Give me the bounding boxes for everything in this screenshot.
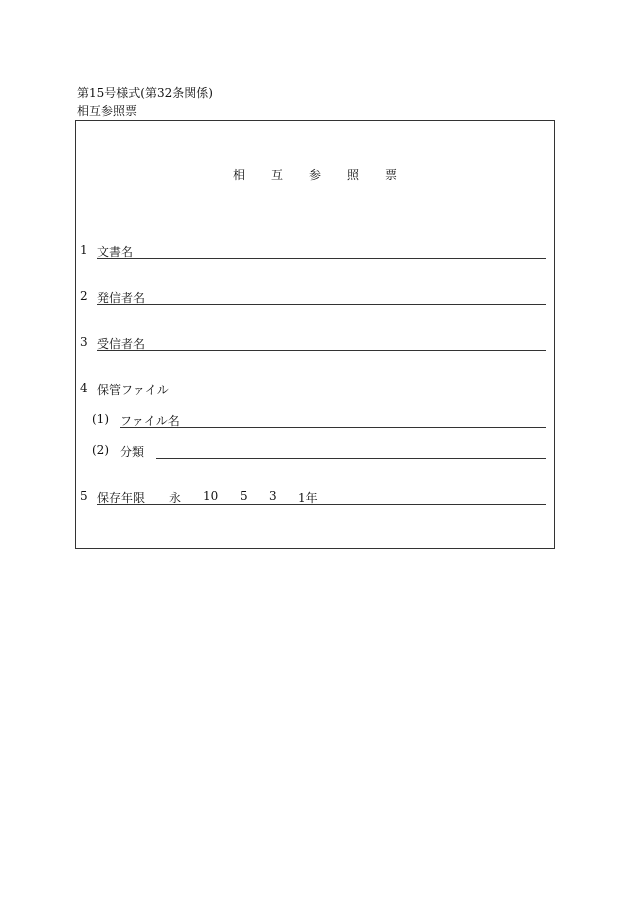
recipient-name-input-line[interactable] (97, 350, 546, 351)
field-label: 発信者名 (97, 291, 146, 305)
field-storage-file (76, 381, 554, 397)
field-number: 2 (80, 289, 88, 303)
retention-option-10[interactable]: 10 (203, 489, 219, 503)
field-number: 1 (80, 243, 88, 257)
sub-field-number: (2) (92, 443, 109, 457)
field-label: 文書名 (97, 245, 134, 259)
field-number: 4 (80, 381, 88, 395)
form-name: 相互参照票 (77, 104, 138, 118)
field-number: 3 (80, 335, 88, 349)
form-number: 第15号様式(第32条関係) (77, 86, 213, 100)
field-file-name (76, 412, 554, 428)
field-document-name (76, 243, 554, 259)
retention-option-3[interactable]: 3 (269, 489, 277, 503)
sub-field-label: ファイル名 (120, 414, 180, 428)
field-number: 5 (80, 489, 88, 503)
document-name-input-line[interactable] (97, 258, 546, 259)
field-retention-period (76, 489, 554, 505)
field-classification (76, 443, 554, 459)
field-sender-name (76, 289, 554, 305)
retention-option-permanent[interactable]: 永 (169, 491, 182, 505)
sub-field-number: (1) (92, 412, 109, 426)
classification-input-line[interactable] (156, 458, 546, 459)
retention-option-1-year[interactable]: 1年 (298, 491, 318, 505)
file-name-input-line[interactable] (120, 427, 546, 428)
retention-option-5[interactable]: 5 (240, 489, 248, 503)
field-label: 保存年限 (97, 491, 146, 505)
field-label: 受信者名 (97, 337, 146, 351)
field-label: 保管ファイル (97, 383, 169, 397)
field-recipient-name (76, 335, 554, 351)
retention-period-line (97, 504, 546, 505)
sub-field-label: 分類 (120, 445, 145, 459)
form-frame (75, 120, 555, 549)
form-title: 相互参照票 (232, 168, 423, 182)
sender-name-input-line[interactable] (97, 304, 546, 305)
